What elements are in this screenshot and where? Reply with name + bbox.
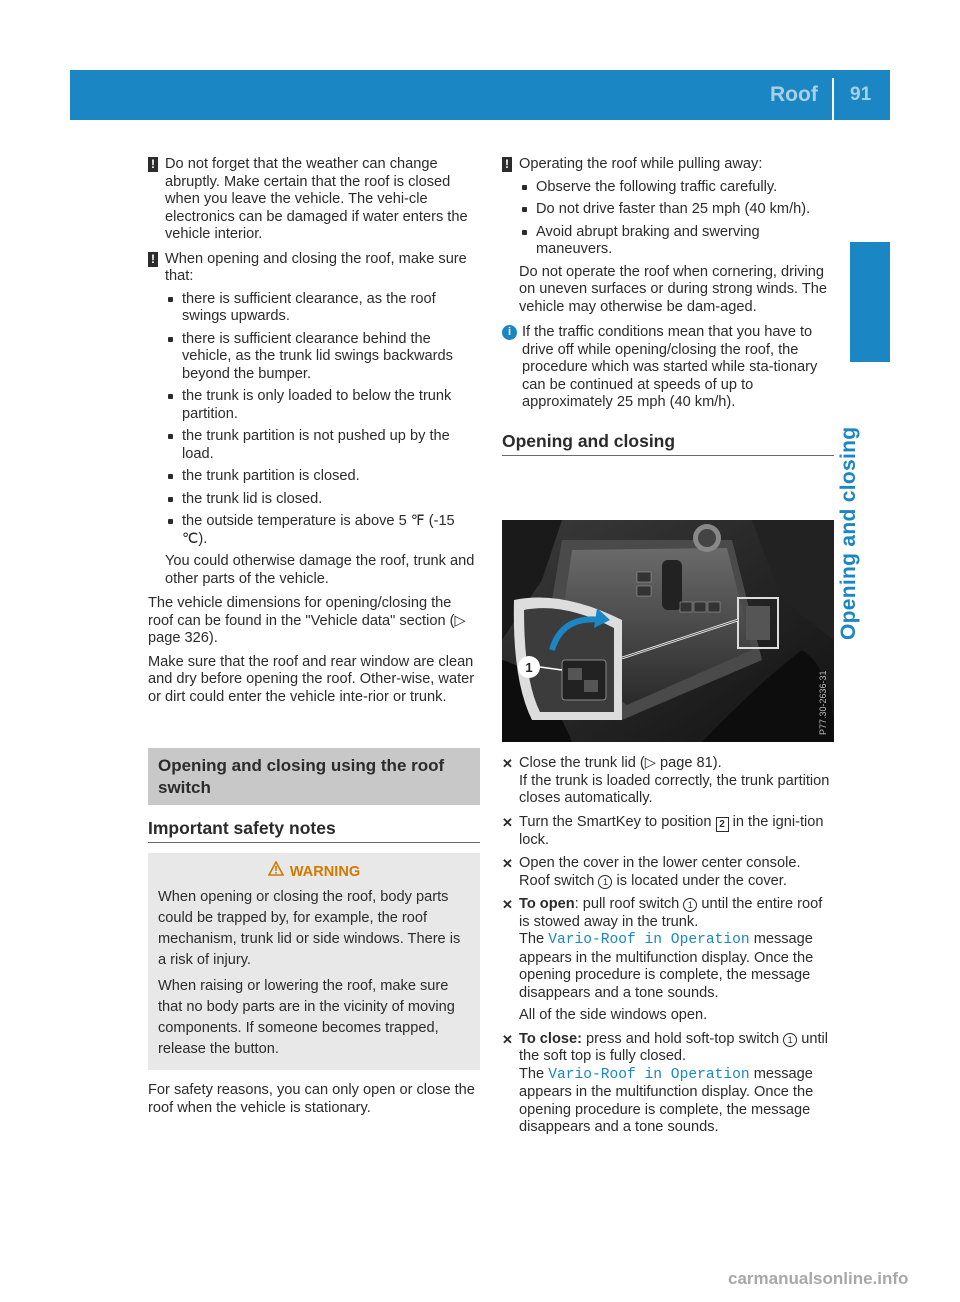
step-item xyxy=(502,1031,834,1137)
list-item: the trunk partition is closed. xyxy=(165,468,480,486)
header-bar xyxy=(70,70,890,120)
warning-title-text: WARNING xyxy=(289,864,361,880)
step-text-part: in the igni-tion lock. xyxy=(519,813,824,848)
step-item xyxy=(502,855,834,890)
step-arrow-icon: ✕ xyxy=(502,1031,513,1047)
step-text xyxy=(519,896,834,931)
step-text xyxy=(519,1031,834,1066)
callout-1-icon: 1 xyxy=(598,875,612,889)
step-text-part: The xyxy=(519,931,549,947)
warning-text: When opening or closing the roof, body parts could be trapped by, for example, the roof mechanism, trunk lid or side windows. There is a risk of injury. xyxy=(158,889,461,968)
exclamation-icon: ! xyxy=(148,157,158,172)
left-column xyxy=(148,156,480,1123)
list-item: the trunk is only loaded to below the trunk partition. xyxy=(165,388,480,423)
exclamation-icon: ! xyxy=(148,252,158,267)
paragraph: For safety reasons, you can only open or close the roof when the vehicle is stationary. xyxy=(148,1082,475,1116)
step-text-part: until the soft top is fully closed. xyxy=(519,1030,828,1064)
step-item xyxy=(502,755,834,808)
warning-box xyxy=(148,853,480,1070)
step-text-part: press and hold soft-top switch xyxy=(581,1030,784,1047)
watermark: carmanualsonline.info xyxy=(728,1269,909,1288)
list-item: Do not drive faster than 25 mph (40 km/h). xyxy=(519,201,834,219)
heading: Opening and closing xyxy=(502,430,834,456)
paragraph: Make sure that the roof and rear window are clean and dry before opening the roof. Other-wise, water or dirt could enter the vehicle inte-rior or trunk. xyxy=(148,653,475,705)
position-2-icon: 2 xyxy=(716,817,729,832)
header-title: Roof xyxy=(770,83,818,106)
step-result: If the trunk is loaded correctly, the trunk partition closes automatically. xyxy=(519,772,830,806)
steps xyxy=(502,755,834,1143)
step-text-part: until the entire roof is stowed away in the trunk. xyxy=(519,896,823,930)
step-label: To open xyxy=(519,896,575,912)
right-column xyxy=(502,156,834,466)
step-text-part: message appears in the multifunction display. Once the opening procedure is complete, the message disappears and a tone sounds. xyxy=(519,931,814,1001)
paragraph: The vehicle dimensions for opening/closing the roof can be found in the "Vehicle data" section (▷ page 326). xyxy=(148,595,466,646)
note-intro: When opening and closing the roof, make sure that: xyxy=(165,250,467,284)
caution-note xyxy=(148,156,480,244)
note-outro: You could otherwise damage the roof, trunk and other parts of the vehicle. xyxy=(165,553,475,587)
caution-note xyxy=(502,156,834,316)
step-arrow-icon: ✕ xyxy=(502,814,513,830)
step-arrow-icon: ✕ xyxy=(502,897,513,912)
list-item: there is sufficient clearance, as the roof swings upwards. xyxy=(165,291,480,326)
subheading: Important safety notes xyxy=(148,817,480,843)
info-note xyxy=(502,324,834,412)
display-message: Vario-Roof in Operation xyxy=(548,932,750,948)
side-tab-label: Opening and closing xyxy=(837,426,860,640)
list-item: there is sufficient clearance behind the vehicle, as the trunk lid swings backwards beyond the bumper. xyxy=(165,331,480,384)
warning-triangle-icon xyxy=(268,861,284,883)
step-text xyxy=(519,814,834,850)
note-text: Do not forget that the weather can change abruptly. Make certain that the roof is closed when you leave the vehicle. The vehi-cle electronics can be damaged if water enters the vehicle interior. xyxy=(165,156,468,242)
step-text xyxy=(519,855,834,890)
step-arrow-icon: ✕ xyxy=(502,756,513,771)
list-item: Avoid abrupt braking and swerving maneuvers. xyxy=(519,224,834,259)
callout-1-icon: 1 xyxy=(783,1033,797,1047)
warning-title xyxy=(158,861,470,883)
step-text-part: Open the cover in the lower center console. Roof switch xyxy=(519,855,801,889)
console-photo xyxy=(502,520,834,742)
step-text xyxy=(519,931,834,1002)
step-text-part: The xyxy=(519,1065,549,1082)
step-text-part: message appears in the multifunction display. Once the opening procedure is complete, the message disappears and a tone sounds. xyxy=(519,1065,814,1135)
list-item: the trunk partition is not pushed up by the load. xyxy=(165,428,480,463)
list-item: the trunk lid is closed. xyxy=(165,491,480,509)
note-intro: Operating the roof while pulling away: xyxy=(519,156,763,172)
list-item: Observe the following traffic carefully. xyxy=(519,179,834,197)
side-tab-marker xyxy=(850,242,890,362)
warning-text: When raising or lowering the roof, make sure that no body parts are in the vicinity of moving components. If someone becomes trapped, release the button. xyxy=(158,978,455,1057)
callout-1-icon: 1 xyxy=(683,898,697,912)
photo-code: P77.30-2636-31 xyxy=(818,670,828,735)
info-icon: i xyxy=(502,325,517,340)
exclamation-icon: ! xyxy=(502,157,512,172)
step-arrow-icon: ✕ xyxy=(502,856,513,871)
header-divider xyxy=(832,78,834,120)
step-text: All of the side windows open. xyxy=(519,1007,708,1023)
step-label: To close: xyxy=(519,1030,582,1047)
caution-note xyxy=(148,251,480,589)
callout-1: 1 xyxy=(525,660,533,675)
step-text-part: is located under the cover. xyxy=(612,872,787,889)
info-text: If the traffic conditions mean that you have to drive off while opening/closing the roof, the procedure which was started while sta-tionary can be continued at speeds of up to approximately 25 mph (40 km/h). xyxy=(522,324,818,410)
step-text-part: : pull roof switch xyxy=(574,896,684,912)
page-number: 91 xyxy=(850,84,872,105)
display-message: Vario-Roof in Operation xyxy=(548,1066,750,1083)
step-text: Close the trunk lid (▷ page 81). xyxy=(519,755,722,771)
step-item xyxy=(502,814,834,850)
step-item xyxy=(502,896,834,1025)
step-text-part: Turn the SmartKey to position xyxy=(519,813,716,830)
note-outro: Do not operate the roof when cornering, driving on uneven surfaces or during strong winds. The vehicle may otherwise be dam-aged. xyxy=(519,263,828,315)
list-item: the outside temperature is above 5 ℉ (‑15 ℃). xyxy=(165,513,480,548)
step-text xyxy=(519,1066,834,1137)
section-heading: Opening and closing using the roof switch xyxy=(148,748,480,805)
